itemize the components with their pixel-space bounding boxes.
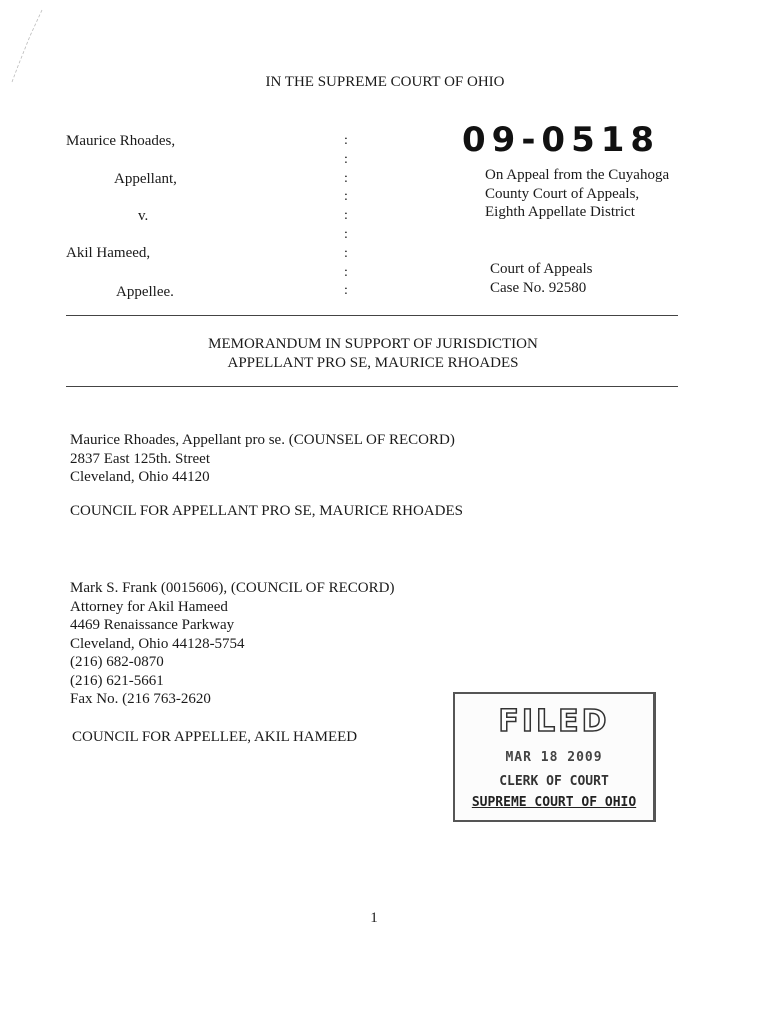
counsel-line: 2837 East 125th. Street <box>70 450 210 467</box>
stamp-date: MAR 18 2009 <box>505 750 603 765</box>
counsel-line: (216) 621-5661 <box>70 672 164 689</box>
colon: : <box>344 208 348 224</box>
appellant-role: Appellant, <box>114 171 177 187</box>
ca-label: Court of Appeals <box>490 261 593 277</box>
colon: : <box>344 245 348 261</box>
colon: : <box>344 151 348 167</box>
appellee-name: Akil Hameed, <box>66 245 151 261</box>
case-number: 09-0518 <box>462 120 661 160</box>
appellant-counsel-label: COUNCIL FOR APPELLANT PRO SE, MAURICE RHOADES <box>70 503 463 519</box>
stamp-filed-title: FILED <box>498 704 610 739</box>
counsel-line: (216) 682-0870 <box>70 654 164 670</box>
counsel-line: Cleveland, Ohio 44128-5754 <box>70 635 245 652</box>
colon: : <box>344 133 348 148</box>
counsel-line: 4469 Renaissance Parkway <box>70 617 235 633</box>
colon: : <box>344 170 348 186</box>
memo-title-line: APPELLANT PRO SE, MAURICE RHOADES <box>227 355 519 371</box>
court-title: IN THE SUPREME COURT OF OHIO <box>265 74 505 90</box>
caption-divider <box>344 132 348 301</box>
filed-stamp <box>453 692 656 822</box>
appeal-info-line: On Appeal from the Cuyahoga <box>485 167 670 183</box>
colon: : <box>344 264 348 280</box>
divider-top <box>66 315 678 316</box>
court-of-appeals-case <box>490 260 593 297</box>
counsel-line: Mark S. Frank (0015606), (COUNCIL OF RECORD) <box>70 580 395 596</box>
ca-case-number: Case No. 92580 <box>490 279 587 296</box>
appeal-info-line: Eighth Appellate District <box>485 204 635 220</box>
appeal-info <box>485 166 669 222</box>
counsel-line: Attorney for Akil Hameed <box>70 598 228 615</box>
memo-title <box>0 335 746 373</box>
stamp-court: SUPREME COURT OF OHIO <box>471 795 637 810</box>
counsel-line: Maurice Rhoades, Appellant pro se. (COUNSEL OF RECORD) <box>70 432 455 448</box>
appellee-counsel-block <box>70 579 394 709</box>
colon: : <box>344 189 348 205</box>
colon: : <box>344 226 348 242</box>
page-number: 1 <box>370 910 378 926</box>
appellee-role: Appellee. <box>116 284 174 300</box>
colon: : <box>344 283 348 299</box>
divider-bottom <box>66 386 678 387</box>
stamp-clerk: CLERK OF COURT <box>499 774 609 789</box>
versus: v. <box>138 208 149 224</box>
appeal-info-line: County Court of Appeals, <box>485 185 640 202</box>
appellant-counsel-block <box>70 431 455 487</box>
counsel-line: Cleveland, Ohio 44120 <box>70 469 210 485</box>
memo-title-line: MEMORANDUM IN SUPPORT OF JURISDICTION <box>208 336 538 352</box>
appellant-name: Maurice Rhoades, <box>66 133 176 149</box>
counsel-line: Fax No. (216 763-2620 <box>70 691 211 707</box>
appellee-counsel-label: COUNCIL FOR APPELLEE, AKIL HAMEED <box>72 729 358 745</box>
